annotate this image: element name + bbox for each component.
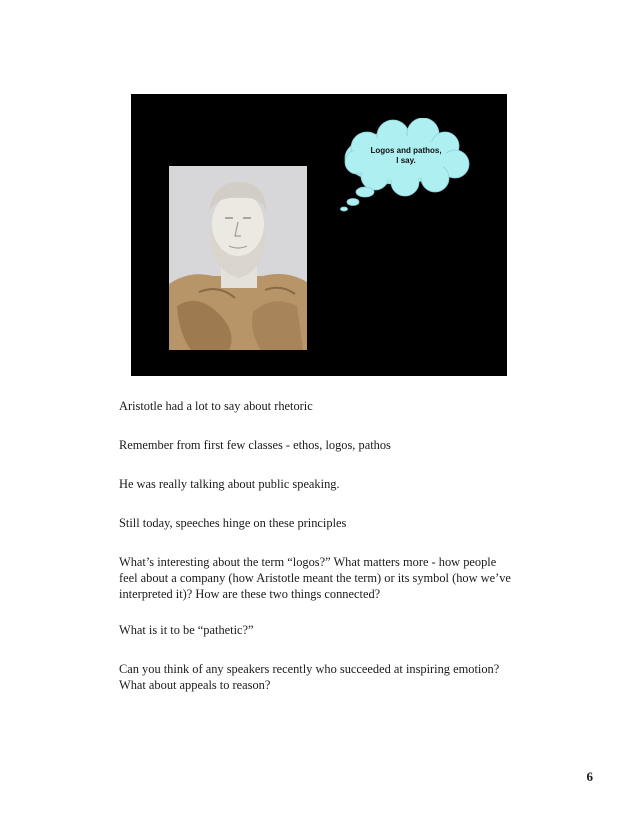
note-paragraph (119, 554, 511, 602)
bubble-line-1: Logos and pathos, (370, 146, 442, 155)
note-line: What’s interesting about the term “logos?” What matters more - how people (119, 555, 497, 569)
thought-bubble-text (357, 146, 455, 166)
note-line: Still today, speeches hinge on these principles (119, 516, 347, 530)
slide-image (131, 94, 507, 376)
note-line: Remember from first few classes - ethos, logos, pathos (119, 438, 391, 452)
note-line: Aristotle had a lot to say about rhetoric (119, 399, 313, 413)
note-line: feel about a company (how Aristotle meant the term) or its symbol (how we’ve (119, 571, 511, 585)
note-line: Can you think of any speakers recently who succeeded at inspiring emotion? (119, 662, 500, 676)
bubble-line-2: I say. (396, 156, 416, 165)
page-number: 6 (586, 769, 593, 784)
note-paragraph (119, 661, 499, 693)
note-paragraph (119, 476, 340, 492)
note-paragraph (119, 515, 346, 531)
note-line: What is it to be “pathetic?” (119, 623, 254, 637)
aristotle-bust-image (169, 166, 307, 350)
note-line: What about appeals to reason? (119, 678, 271, 692)
thought-bubble (337, 118, 477, 218)
note-paragraph (119, 437, 391, 453)
note-paragraph (119, 622, 254, 638)
note-line: He was really talking about public speaking. (119, 477, 340, 491)
note-paragraph (119, 398, 313, 414)
note-line: interpreted it)? How are these two things connected? (119, 587, 381, 601)
